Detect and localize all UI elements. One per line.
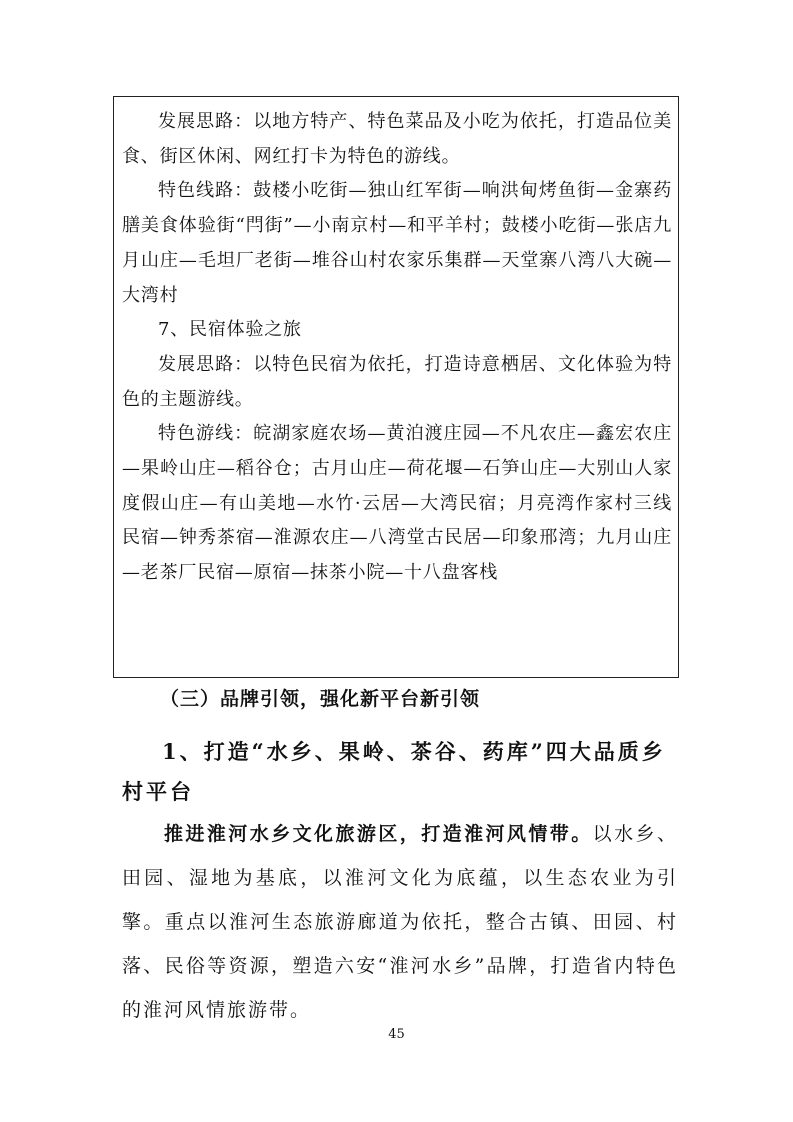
platform-subheading: 1、打造“水乡、果岭、茶谷、药库”四大品质乡村平台 xyxy=(122,739,666,804)
homestay-development-idea-paragraph: 发展思路：以特色民宿为依托，打造诗意栖居、文化体验为特色的主题游线。 xyxy=(122,353,672,410)
homestay-featured-route-paragraph: 特色游线：皖湖家庭农场—黄泊渡庄园—不凡农庄—鑫宏农庄—果岭山庄—稻谷仓；古月山庄—荷花堰—石笋山庄—大别山人家度假山庄—有山美地—水竹·云居—大湾民宿；月亮湾作家村三线民宿—钟秀茶宿—淮源农庄—八湾堂古民居—印象邢湾；九月山庄—老茶厂民宿—原宿—抹茶小院—十八盘客栈 xyxy=(122,423,672,584)
itinerary-text-box xyxy=(113,96,679,678)
homestay-tour-heading: 7、民宿体验之旅 xyxy=(158,319,302,341)
huaihe-body-paragraph xyxy=(122,812,678,1032)
body-rest-text: 以水乡、田园、湿地为基底，以淮河文化为底蕴，以生态农业为引擎。重点以淮河生态旅游廊道为依托，整合古镇、田园、村落、民俗等资源，塑造六安“淮河水乡”品牌，打造省内特色的淮河风情旅游带。 xyxy=(122,823,678,1021)
page-number: 45 xyxy=(388,1027,405,1042)
featured-route-paragraph: 特色线路：鼓楼小吃街—独山红军街—响洪甸烤鱼街—金寨药膳美食体验街“閂街”—小南京村—和平羊村；鼓楼小吃街—张店九月山庄—毛坦厂老街—堆谷山村农家乐集群—天堂寨八湾八大碗—大湾村 xyxy=(122,180,672,306)
body-lead-sentence: 推进淮河水乡文化旅游区，打造淮河风情带。 xyxy=(164,823,593,845)
section-heading: （三）品牌引领，强化新平台新引领 xyxy=(160,688,481,710)
development-idea-paragraph: 发展思路：以地方特产、特色菜品及小吃为依托，打造品位美食、街区休闲、网红打卡为特色的游线。 xyxy=(122,111,672,167)
